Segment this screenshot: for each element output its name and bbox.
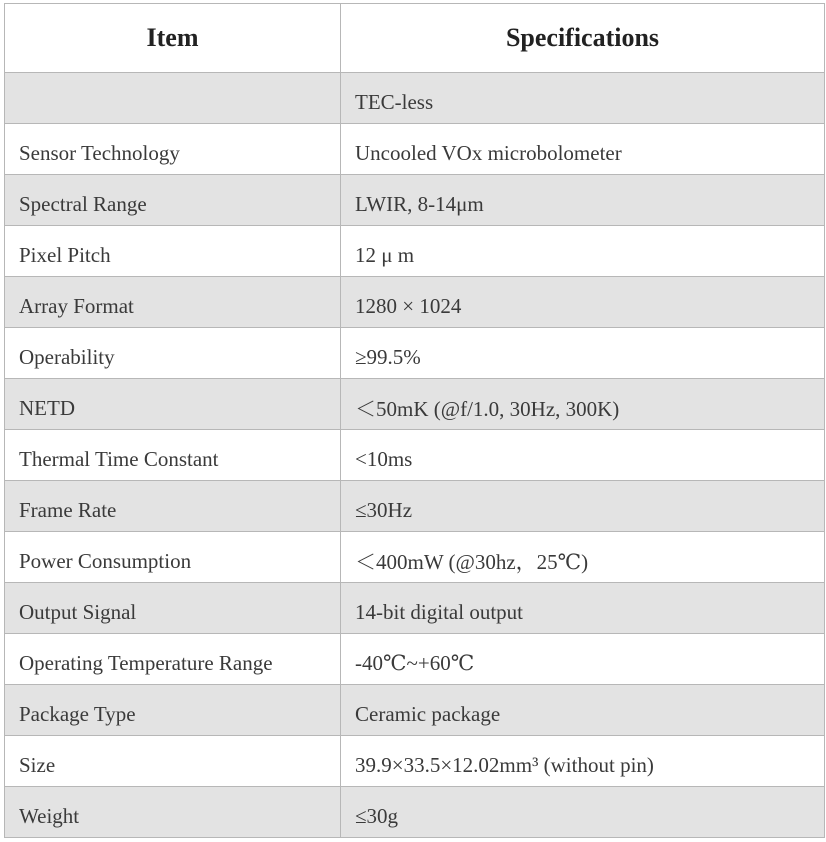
table-row bbox=[5, 481, 825, 532]
table-row bbox=[5, 787, 825, 838]
item-cell: Sensor Technology bbox=[5, 124, 341, 175]
item-cell: Operating Temperature Range bbox=[5, 634, 341, 685]
item-cell: Weight bbox=[5, 787, 341, 838]
spec-cell: 14-bit digital output bbox=[341, 583, 825, 634]
item-cell: Output Signal bbox=[5, 583, 341, 634]
spec-cell: 12 μ m bbox=[341, 226, 825, 277]
spec-cell: 39.9×33.5×12.02mm³ (without pin) bbox=[341, 736, 825, 787]
item-column-header: Item bbox=[5, 4, 341, 73]
specifications-column-header: Specifications bbox=[341, 4, 825, 73]
table-row bbox=[5, 175, 825, 226]
item-cell: Frame Rate bbox=[5, 481, 341, 532]
spec-cell: <10ms bbox=[341, 430, 825, 481]
spec-cell: 1280 × 1024 bbox=[341, 277, 825, 328]
item-cell: Pixel Pitch bbox=[5, 226, 341, 277]
table-row bbox=[5, 736, 825, 787]
spec-cell: TEC-less bbox=[341, 73, 825, 124]
specifications-table bbox=[4, 3, 825, 838]
table-header-row bbox=[5, 4, 825, 73]
item-cell: Thermal Time Constant bbox=[5, 430, 341, 481]
spec-cell: ＜400mW (@30hz，25℃) bbox=[341, 532, 825, 583]
item-cell: Size bbox=[5, 736, 341, 787]
spec-cell: -40℃~+60℃ bbox=[341, 634, 825, 685]
spec-cell: Ceramic package bbox=[341, 685, 825, 736]
item-cell: Operability bbox=[5, 328, 341, 379]
table-row bbox=[5, 73, 825, 124]
spec-cell: ≤30Hz bbox=[341, 481, 825, 532]
item-cell: Spectral Range bbox=[5, 175, 341, 226]
spec-cell: ≥99.5% bbox=[341, 328, 825, 379]
table-row bbox=[5, 328, 825, 379]
table-row bbox=[5, 532, 825, 583]
table-row bbox=[5, 685, 825, 736]
item-cell: Array Format bbox=[5, 277, 341, 328]
table-row bbox=[5, 277, 825, 328]
item-cell bbox=[5, 73, 341, 124]
item-cell: NETD bbox=[5, 379, 341, 430]
item-cell: Power Consumption bbox=[5, 532, 341, 583]
table-row bbox=[5, 583, 825, 634]
table-row bbox=[5, 124, 825, 175]
table-row bbox=[5, 379, 825, 430]
table-row bbox=[5, 226, 825, 277]
table-row bbox=[5, 430, 825, 481]
item-cell: Package Type bbox=[5, 685, 341, 736]
table-row bbox=[5, 634, 825, 685]
spec-cell: LWIR, 8-14μm bbox=[341, 175, 825, 226]
spec-cell: ＜50mK (@f/1.0, 30Hz, 300K) bbox=[341, 379, 825, 430]
spec-cell: ≤30g bbox=[341, 787, 825, 838]
spec-cell: Uncooled VOx microbolometer bbox=[341, 124, 825, 175]
